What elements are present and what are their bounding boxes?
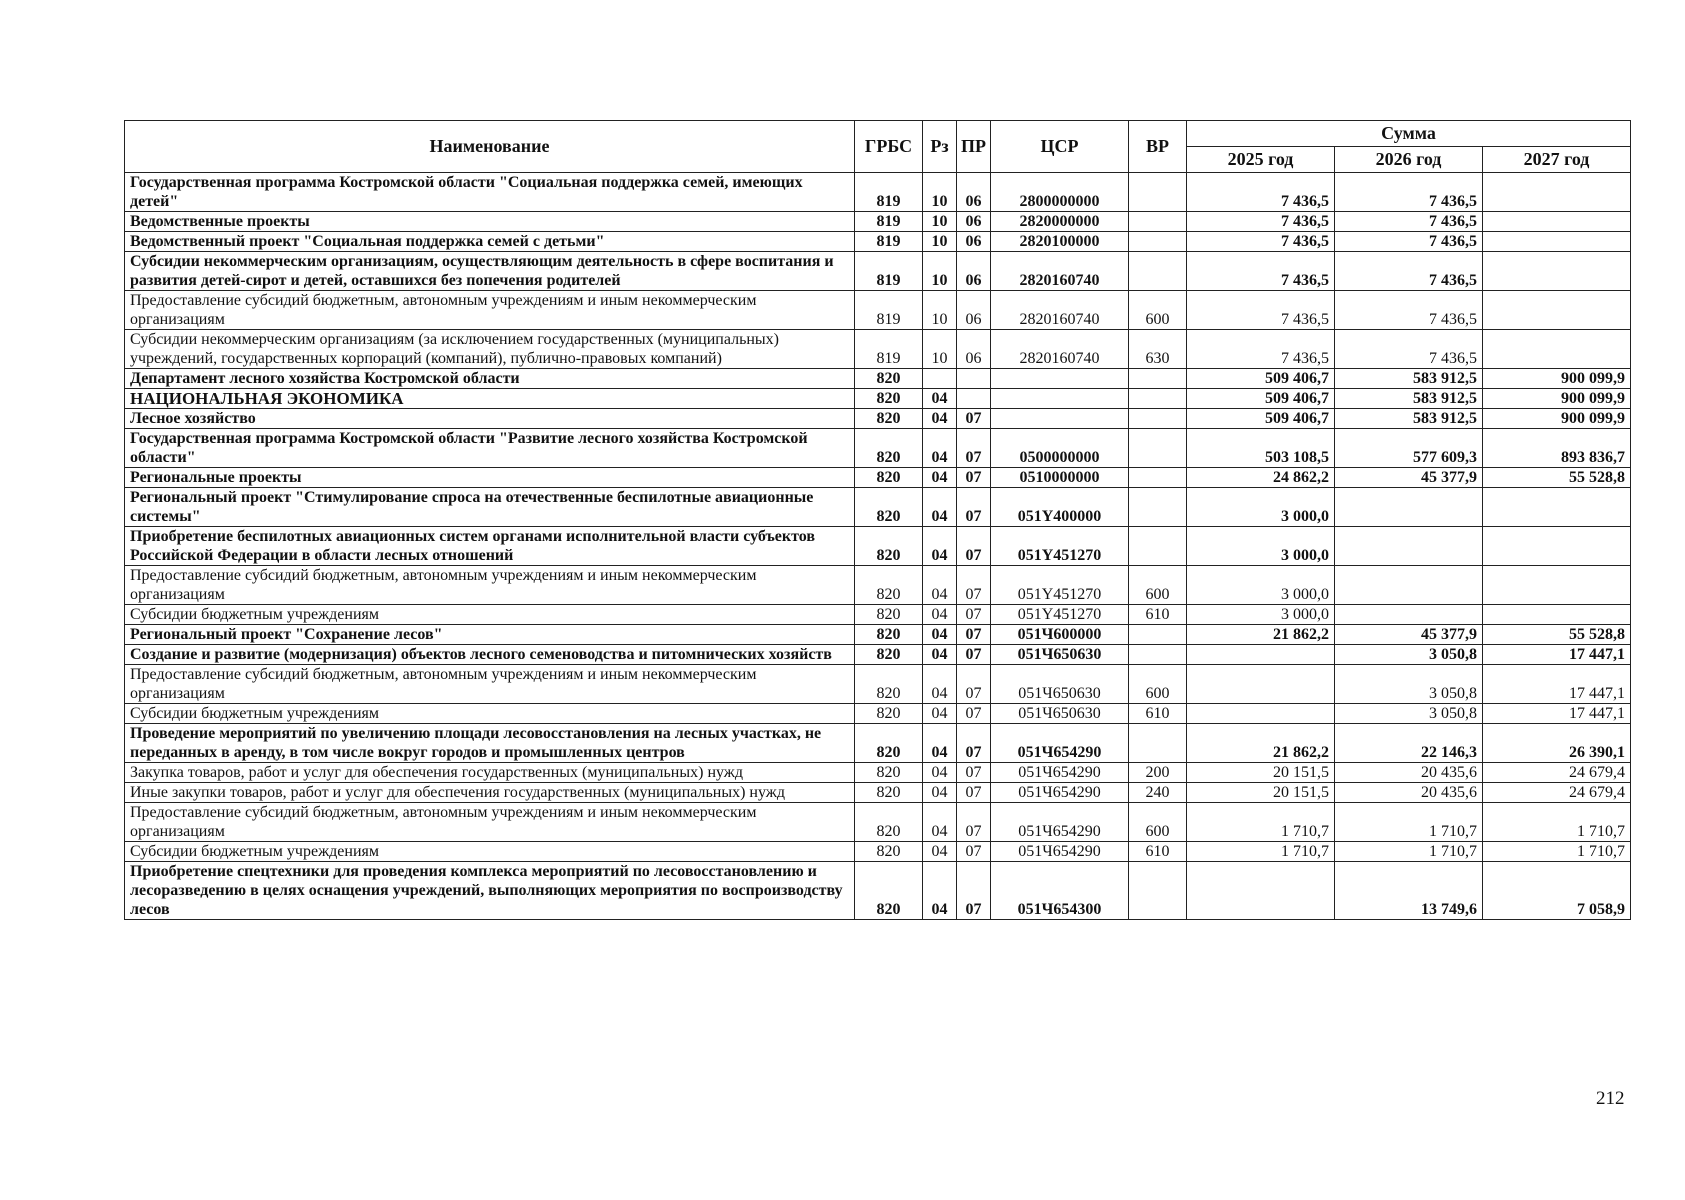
cell-rz: 04 (923, 803, 957, 842)
cell-2026: 13 749,6 (1335, 862, 1483, 920)
table-row (125, 803, 1631, 842)
cell-rz: 04 (923, 763, 957, 783)
cell-name: Субсидии бюджетным учреждениям (125, 605, 855, 625)
cell-2026: 20 435,6 (1335, 763, 1483, 783)
cell-pr: 07 (957, 468, 991, 488)
cell-name: Государственная программа Костромской области "Развитие лесного хозяйства Костромской области" (125, 429, 855, 468)
cell-rz: 04 (923, 605, 957, 625)
cell-grbs: 820 (855, 527, 923, 566)
cell-2025 (1187, 665, 1335, 704)
cell-csr: 051Ч654300 (991, 862, 1129, 920)
cell-grbs: 819 (855, 252, 923, 291)
cell-name: НАЦИОНАЛЬНАЯ ЭКОНОМИКА (125, 389, 855, 409)
cell-csr: 051Ч650630 (991, 645, 1129, 665)
cell-rz: 04 (923, 625, 957, 645)
table-row (125, 527, 1631, 566)
cell-pr: 07 (957, 527, 991, 566)
cell-pr: 07 (957, 842, 991, 862)
table-row (125, 783, 1631, 803)
cell-2027: 893 836,7 (1483, 429, 1631, 468)
cell-2027 (1483, 252, 1631, 291)
cell-2026: 45 377,9 (1335, 468, 1483, 488)
cell-csr: 2820000000 (991, 212, 1129, 232)
cell-csr (991, 389, 1129, 409)
cell-name: Закупка товаров, работ и услуг для обеспечения государственных (муниципальных) нужд (125, 763, 855, 783)
cell-rz: 10 (923, 291, 957, 330)
cell-pr: 07 (957, 625, 991, 645)
cell-grbs: 820 (855, 429, 923, 468)
cell-csr: 2820160740 (991, 252, 1129, 291)
cell-2027 (1483, 605, 1631, 625)
cell-vr (1129, 625, 1187, 645)
cell-name: Региональный проект "Сохранение лесов" (125, 625, 855, 645)
cell-2026: 7 436,5 (1335, 252, 1483, 291)
budget-table (124, 120, 1631, 920)
cell-2026: 7 436,5 (1335, 212, 1483, 232)
cell-vr: 200 (1129, 763, 1187, 783)
cell-pr: 07 (957, 429, 991, 468)
cell-pr: 07 (957, 704, 991, 724)
cell-grbs: 820 (855, 763, 923, 783)
page-number: 212 (1596, 1088, 1625, 1109)
cell-grbs: 820 (855, 389, 923, 409)
cell-vr (1129, 645, 1187, 665)
cell-rz: 04 (923, 488, 957, 527)
cell-2025: 1 710,7 (1187, 842, 1335, 862)
cell-2027: 900 099,9 (1483, 369, 1631, 389)
cell-rz: 04 (923, 429, 957, 468)
cell-2027: 17 447,1 (1483, 645, 1631, 665)
cell-name: Субсидии бюджетным учреждениям (125, 842, 855, 862)
cell-csr: 051Y451270 (991, 527, 1129, 566)
cell-grbs: 819 (855, 173, 923, 212)
cell-name: Региональные проекты (125, 468, 855, 488)
cell-2026: 3 050,8 (1335, 665, 1483, 704)
cell-pr: 06 (957, 212, 991, 232)
cell-name: Государственная программа Костромской области "Социальная поддержка семей, имеющих детей" (125, 173, 855, 212)
cell-2027: 7 058,9 (1483, 862, 1631, 920)
cell-2027 (1483, 488, 1631, 527)
cell-csr: 051Ч654290 (991, 783, 1129, 803)
cell-2026: 3 050,8 (1335, 704, 1483, 724)
cell-pr: 07 (957, 862, 991, 920)
cell-2025 (1187, 704, 1335, 724)
table-row (125, 409, 1631, 429)
cell-pr: 06 (957, 252, 991, 291)
cell-pr: 07 (957, 803, 991, 842)
cell-csr: 2800000000 (991, 173, 1129, 212)
cell-2025: 503 108,5 (1187, 429, 1335, 468)
cell-name: Предоставление субсидий бюджетным, автономным учреждениям и иным некоммерческим организациям (125, 291, 855, 330)
cell-2027: 24 679,4 (1483, 763, 1631, 783)
cell-pr: 07 (957, 763, 991, 783)
cell-vr: 600 (1129, 566, 1187, 605)
cell-name: Субсидии некоммерческим организациям, осуществляющим деятельность в сфере воспитания и развития детей-сирот и детей, оставшихся без попечения родителей (125, 252, 855, 291)
table-row (125, 665, 1631, 704)
cell-vr: 610 (1129, 605, 1187, 625)
cell-pr: 07 (957, 724, 991, 763)
cell-2025: 3 000,0 (1187, 566, 1335, 605)
cell-2025: 21 862,2 (1187, 625, 1335, 645)
cell-rz: 04 (923, 468, 957, 488)
cell-csr (991, 369, 1129, 389)
cell-2027: 55 528,8 (1483, 625, 1631, 645)
cell-2027: 900 099,9 (1483, 389, 1631, 409)
table-row (125, 173, 1631, 212)
table-row (125, 645, 1631, 665)
table-row (125, 605, 1631, 625)
cell-2025: 7 436,5 (1187, 291, 1335, 330)
table-row (125, 291, 1631, 330)
cell-2027: 1 710,7 (1483, 842, 1631, 862)
cell-grbs: 819 (855, 291, 923, 330)
cell-vr: 610 (1129, 842, 1187, 862)
cell-grbs: 820 (855, 488, 923, 527)
cell-2027 (1483, 232, 1631, 252)
cell-pr (957, 389, 991, 409)
cell-grbs: 820 (855, 704, 923, 724)
cell-pr: 07 (957, 645, 991, 665)
cell-grbs: 820 (855, 803, 923, 842)
cell-pr: 07 (957, 488, 991, 527)
cell-vr: 600 (1129, 803, 1187, 842)
table-row (125, 724, 1631, 763)
cell-vr: 600 (1129, 291, 1187, 330)
cell-grbs: 820 (855, 724, 923, 763)
cell-csr: 2820100000 (991, 232, 1129, 252)
cell-vr (1129, 409, 1187, 429)
cell-vr (1129, 862, 1187, 920)
cell-2027 (1483, 212, 1631, 232)
cell-name: Создание и развитие (модернизация) объектов лесного семеноводства и питомнических хозяйств (125, 645, 855, 665)
cell-name: Ведомственные проекты (125, 212, 855, 232)
cell-2025: 3 000,0 (1187, 527, 1335, 566)
cell-pr: 06 (957, 291, 991, 330)
table-row (125, 862, 1631, 920)
cell-csr: 051Ч654290 (991, 803, 1129, 842)
table-row (125, 369, 1631, 389)
cell-grbs: 820 (855, 369, 923, 389)
cell-grbs: 820 (855, 625, 923, 645)
cell-csr: 051Ч654290 (991, 724, 1129, 763)
cell-2027: 900 099,9 (1483, 409, 1631, 429)
cell-2025: 21 862,2 (1187, 724, 1335, 763)
table-row (125, 842, 1631, 862)
cell-pr: 07 (957, 566, 991, 605)
cell-pr: 06 (957, 232, 991, 252)
cell-pr: 07 (957, 665, 991, 704)
cell-rz: 10 (923, 173, 957, 212)
cell-name: Ведомственный проект "Социальная поддержка семей с детьми" (125, 232, 855, 252)
cell-2025 (1187, 862, 1335, 920)
cell-csr: 051Y451270 (991, 605, 1129, 625)
cell-2026: 45 377,9 (1335, 625, 1483, 645)
cell-name: Предоставление субсидий бюджетным, автономным учреждениям и иным некоммерческим организациям (125, 665, 855, 704)
col-header-rz: Рз (923, 121, 957, 173)
cell-2027: 17 447,1 (1483, 704, 1631, 724)
cell-2026: 3 050,8 (1335, 645, 1483, 665)
cell-2026 (1335, 488, 1483, 527)
col-header-2027: 2027 год (1483, 147, 1631, 173)
cell-rz: 04 (923, 704, 957, 724)
cell-name: Иные закупки товаров, работ и услуг для обеспечения государственных (муниципальных) нужд (125, 783, 855, 803)
cell-csr: 051Ч654290 (991, 763, 1129, 783)
cell-csr: 2820160740 (991, 330, 1129, 369)
col-header-name: Наименование (125, 121, 855, 173)
cell-2026 (1335, 527, 1483, 566)
cell-2027: 55 528,8 (1483, 468, 1631, 488)
cell-grbs: 819 (855, 330, 923, 369)
cell-grbs: 820 (855, 468, 923, 488)
cell-2025: 1 710,7 (1187, 803, 1335, 842)
col-header-grbs: ГРБС (855, 121, 923, 173)
cell-csr: 051Ч650630 (991, 665, 1129, 704)
cell-rz: 04 (923, 389, 957, 409)
cell-vr (1129, 252, 1187, 291)
cell-2027 (1483, 173, 1631, 212)
cell-pr: 06 (957, 330, 991, 369)
cell-vr: 630 (1129, 330, 1187, 369)
cell-2026 (1335, 605, 1483, 625)
cell-2026: 22 146,3 (1335, 724, 1483, 763)
cell-rz: 04 (923, 842, 957, 862)
cell-name: Предоставление субсидий бюджетным, автономным учреждениям и иным некоммерческим организациям (125, 803, 855, 842)
cell-rz: 10 (923, 330, 957, 369)
cell-vr (1129, 527, 1187, 566)
cell-vr (1129, 488, 1187, 527)
table-body (125, 173, 1631, 920)
cell-name: Приобретение беспилотных авиационных систем органами исполнительной власти субъектов Российской Федерации в области лесных отношений (125, 527, 855, 566)
cell-rz: 04 (923, 645, 957, 665)
cell-rz: 04 (923, 862, 957, 920)
cell-rz: 10 (923, 252, 957, 291)
cell-csr: 051Y400000 (991, 488, 1129, 527)
table-row (125, 468, 1631, 488)
cell-rz: 04 (923, 724, 957, 763)
cell-pr: 07 (957, 783, 991, 803)
cell-grbs: 820 (855, 566, 923, 605)
cell-vr (1129, 724, 1187, 763)
cell-vr (1129, 232, 1187, 252)
cell-2025: 509 406,7 (1187, 409, 1335, 429)
table-row (125, 212, 1631, 232)
col-header-pr: ПР (957, 121, 991, 173)
cell-2026: 583 912,5 (1335, 389, 1483, 409)
cell-grbs: 819 (855, 232, 923, 252)
cell-csr: 0500000000 (991, 429, 1129, 468)
cell-rz: 10 (923, 232, 957, 252)
cell-vr (1129, 212, 1187, 232)
table-row (125, 252, 1631, 291)
cell-2025: 3 000,0 (1187, 605, 1335, 625)
cell-2025: 7 436,5 (1187, 252, 1335, 291)
cell-pr: 07 (957, 409, 991, 429)
table-row (125, 763, 1631, 783)
cell-2027 (1483, 330, 1631, 369)
col-header-2026: 2026 год (1335, 147, 1483, 173)
cell-csr: 0510000000 (991, 468, 1129, 488)
table-row (125, 232, 1631, 252)
cell-rz (923, 369, 957, 389)
table-header (125, 121, 1631, 173)
cell-2025: 24 862,2 (1187, 468, 1335, 488)
cell-2025: 7 436,5 (1187, 173, 1335, 212)
cell-2026: 583 912,5 (1335, 369, 1483, 389)
cell-2025: 7 436,5 (1187, 330, 1335, 369)
table-row (125, 704, 1631, 724)
col-header-vr: ВР (1129, 121, 1187, 173)
cell-2027: 17 447,1 (1483, 665, 1631, 704)
cell-2027: 24 679,4 (1483, 783, 1631, 803)
cell-grbs: 820 (855, 409, 923, 429)
table-row (125, 389, 1631, 409)
cell-2027: 26 390,1 (1483, 724, 1631, 763)
cell-name: Субсидии бюджетным учреждениям (125, 704, 855, 724)
cell-2025: 509 406,7 (1187, 369, 1335, 389)
cell-2025: 20 151,5 (1187, 783, 1335, 803)
cell-name: Проведение мероприятий по увеличению площади лесовосстановления на лесных участках, не переданных в аренду, в том числе вокруг городов и промышленных центров (125, 724, 855, 763)
cell-csr: 051Y451270 (991, 566, 1129, 605)
cell-vr (1129, 369, 1187, 389)
cell-rz: 10 (923, 212, 957, 232)
cell-grbs: 820 (855, 665, 923, 704)
cell-2026: 7 436,5 (1335, 291, 1483, 330)
cell-2026: 583 912,5 (1335, 409, 1483, 429)
cell-2025: 7 436,5 (1187, 232, 1335, 252)
cell-vr (1129, 468, 1187, 488)
cell-2027 (1483, 527, 1631, 566)
header-row-top (125, 121, 1631, 147)
cell-name: Приобретение спецтехники для проведения комплекса мероприятий по лесовосстановлению и лесоразведению в целях оснащения учреждений, выполняющих мероприятия по воспроизводству лесов (125, 862, 855, 920)
cell-vr (1129, 173, 1187, 212)
cell-2027 (1483, 291, 1631, 330)
table-row (125, 566, 1631, 605)
cell-csr: 2820160740 (991, 291, 1129, 330)
cell-rz: 04 (923, 527, 957, 566)
budget-sheet (124, 120, 1630, 920)
cell-pr: 07 (957, 605, 991, 625)
cell-2027 (1483, 566, 1631, 605)
cell-grbs: 820 (855, 783, 923, 803)
cell-2026: 1 710,7 (1335, 842, 1483, 862)
cell-name: Предоставление субсидий бюджетным, автономным учреждениям и иным некоммерческим организациям (125, 566, 855, 605)
cell-2025: 3 000,0 (1187, 488, 1335, 527)
cell-vr: 240 (1129, 783, 1187, 803)
table-row (125, 429, 1631, 468)
cell-name: Лесное хозяйство (125, 409, 855, 429)
cell-csr: 051Ч654290 (991, 842, 1129, 862)
cell-pr: 06 (957, 173, 991, 212)
cell-rz: 04 (923, 665, 957, 704)
cell-csr (991, 409, 1129, 429)
cell-csr: 051Ч600000 (991, 625, 1129, 645)
cell-grbs: 820 (855, 842, 923, 862)
cell-rz: 04 (923, 783, 957, 803)
cell-rz: 04 (923, 409, 957, 429)
cell-pr (957, 369, 991, 389)
col-header-csr: ЦСР (991, 121, 1129, 173)
cell-grbs: 820 (855, 862, 923, 920)
cell-vr: 600 (1129, 665, 1187, 704)
cell-2026: 7 436,5 (1335, 173, 1483, 212)
table-row (125, 625, 1631, 645)
cell-2025: 20 151,5 (1187, 763, 1335, 783)
cell-2025: 7 436,5 (1187, 212, 1335, 232)
cell-2026: 1 710,7 (1335, 803, 1483, 842)
cell-2026: 7 436,5 (1335, 232, 1483, 252)
col-header-sum: Сумма (1187, 121, 1631, 147)
cell-csr: 051Ч650630 (991, 704, 1129, 724)
cell-grbs: 820 (855, 645, 923, 665)
cell-grbs: 819 (855, 212, 923, 232)
cell-name: Региональный проект "Стимулирование спроса на отечественные беспилотные авиационные системы" (125, 488, 855, 527)
cell-2025 (1187, 645, 1335, 665)
cell-2027: 1 710,7 (1483, 803, 1631, 842)
cell-grbs: 820 (855, 605, 923, 625)
cell-name: Субсидии некоммерческим организациям (за исключением государственных (муниципальных) учреждений, государственных корпораций (компаний), публично-правовых компаний) (125, 330, 855, 369)
cell-2026: 20 435,6 (1335, 783, 1483, 803)
cell-vr: 610 (1129, 704, 1187, 724)
cell-2026 (1335, 566, 1483, 605)
table-row (125, 330, 1631, 369)
table-row (125, 488, 1631, 527)
cell-2026: 577 609,3 (1335, 429, 1483, 468)
col-header-2025: 2025 год (1187, 147, 1335, 173)
cell-name: Департамент лесного хозяйства Костромской области (125, 369, 855, 389)
cell-vr (1129, 429, 1187, 468)
cell-2026: 7 436,5 (1335, 330, 1483, 369)
cell-rz: 04 (923, 566, 957, 605)
cell-2025: 509 406,7 (1187, 389, 1335, 409)
cell-vr (1129, 389, 1187, 409)
